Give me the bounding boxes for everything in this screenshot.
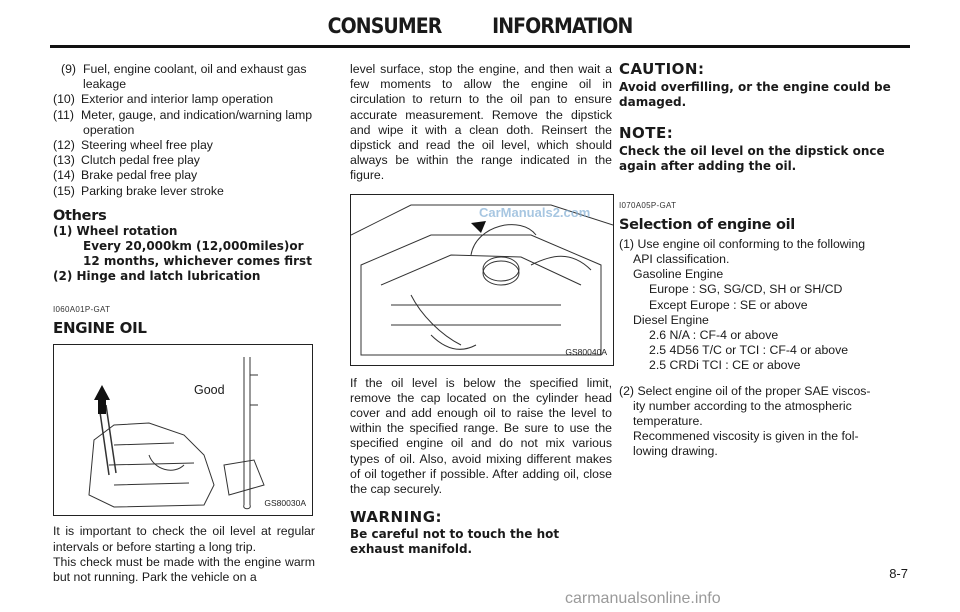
column-1 xyxy=(53,62,315,585)
para-check-oil: It is important to check the oil level at regular intervals or before starting a long trip. xyxy=(53,524,315,554)
carmanuals-watermark: CarManuals2.com xyxy=(479,204,591,220)
diesel-1: 2.6 N/A : CF-4 or above xyxy=(649,328,779,343)
others-heading: Others xyxy=(53,207,107,224)
list-item: (10) Exterior and interior lamp operation xyxy=(53,92,274,107)
item2e: lowing drawing. xyxy=(633,444,718,459)
header-rule xyxy=(50,45,910,48)
item2d: Recommened viscosity is given in the fol- xyxy=(633,429,859,444)
item2b: ity number according to the atmospheric xyxy=(633,398,852,413)
dipstick-figure xyxy=(53,344,313,516)
diesel-engine: Diesel Engine xyxy=(633,312,709,327)
note-text: Check the oil level on the dipstick once again after adding the oil. xyxy=(619,144,885,174)
section-title-oil-selection: Selection of engine oil xyxy=(619,216,795,233)
list-item: (14) Brake pedal free play xyxy=(53,168,198,183)
caution-text: Avoid overfilling, or the engine could be damaged. xyxy=(619,80,891,110)
note-title: NOTE: xyxy=(619,124,674,143)
list-item: operation xyxy=(83,122,135,137)
wheel-rotation: (1) Wheel rotation xyxy=(53,224,178,239)
wheel-rotation-detail: Every 20,000km (12,000miles)or 12 months, whichever comes first xyxy=(83,239,312,269)
list-item: (11) Meter, gauge, and indication/warning lamp xyxy=(53,107,313,122)
list-item: (15) Parking brake lever stroke xyxy=(53,183,224,198)
figure-good-label: Good xyxy=(194,383,225,398)
gasoline-europe: Europe : SG, SG/CD, SH or SH/CD xyxy=(649,282,843,297)
warning-text: Be careful not to touch the hot exhaust manifold. xyxy=(350,527,560,557)
list-item: (12) Steering wheel free play xyxy=(53,138,213,153)
para-level-surface: level surface, stop the engine, and then wait a few moments to allow the engine oil in circulation to return to the oil pan to ensure accurate measurement. Remove the dipstick and wipe it with a clean doth. Reinsert the dipstick and read the oil level, which should always be within the range indicated in the figure. xyxy=(350,62,612,183)
para-add-oil: If the oil level is below the specified limit, remove the cap located on the cylinder head cover and add enough oil to raise the level to within the specified range. Be sure to use the specified engine oil and do not mix various types of oil. Also, avoid mixing different makes of oil together if possible. After adding oil, close the cap securely. xyxy=(350,375,612,497)
column-3 xyxy=(619,62,909,460)
item2: (2) Select engine oil of the proper SAE viscos- xyxy=(619,383,871,398)
page-number: 8-7 xyxy=(889,566,908,581)
site-watermark: carmanualsonline.info xyxy=(565,590,721,607)
gasoline-except-europe: Except Europe : SE or above xyxy=(649,297,808,312)
page-header: CONSUMER INFORMATION xyxy=(327,14,633,38)
list-item: (9) Fuel, engine coolant, oil and exhaust gas xyxy=(61,62,307,76)
dipstick-illustration xyxy=(54,345,312,515)
list-item: leakage xyxy=(83,77,127,92)
item1: (1) Use engine oil conforming to the following xyxy=(619,236,866,251)
section-code: I060A01P-GAT xyxy=(53,305,111,315)
list-item: (13) Clutch pedal free play xyxy=(53,153,200,168)
diesel-2: 2.5 4D56 T/C or TCI : CF-4 or above xyxy=(649,343,849,358)
figure-label: GS80030A xyxy=(264,498,306,509)
para-engine-warm: This check must be made with the engine warm but not running. Park the vehicle on a xyxy=(53,554,315,585)
gasoline-engine: Gasoline Engine xyxy=(633,267,724,282)
item1b: API classification. xyxy=(633,252,730,267)
hinge-lubrication: (2) Hinge and latch lubrication xyxy=(53,269,261,284)
warning-title: WARNING: xyxy=(350,508,443,527)
figure-label: GS80040A xyxy=(565,347,607,358)
diesel-3: 2.5 CRDi TCI : CE or above xyxy=(649,358,801,373)
column-2 xyxy=(350,62,612,557)
item2c: temperature. xyxy=(633,414,703,429)
section-title-engine-oil: ENGINE OIL xyxy=(53,319,147,338)
engine-cap-figure xyxy=(350,194,614,366)
engine-illustration xyxy=(351,195,613,365)
section-code: I070A05P-GAT xyxy=(619,201,677,211)
caution-title: CAUTION: xyxy=(619,60,705,78)
